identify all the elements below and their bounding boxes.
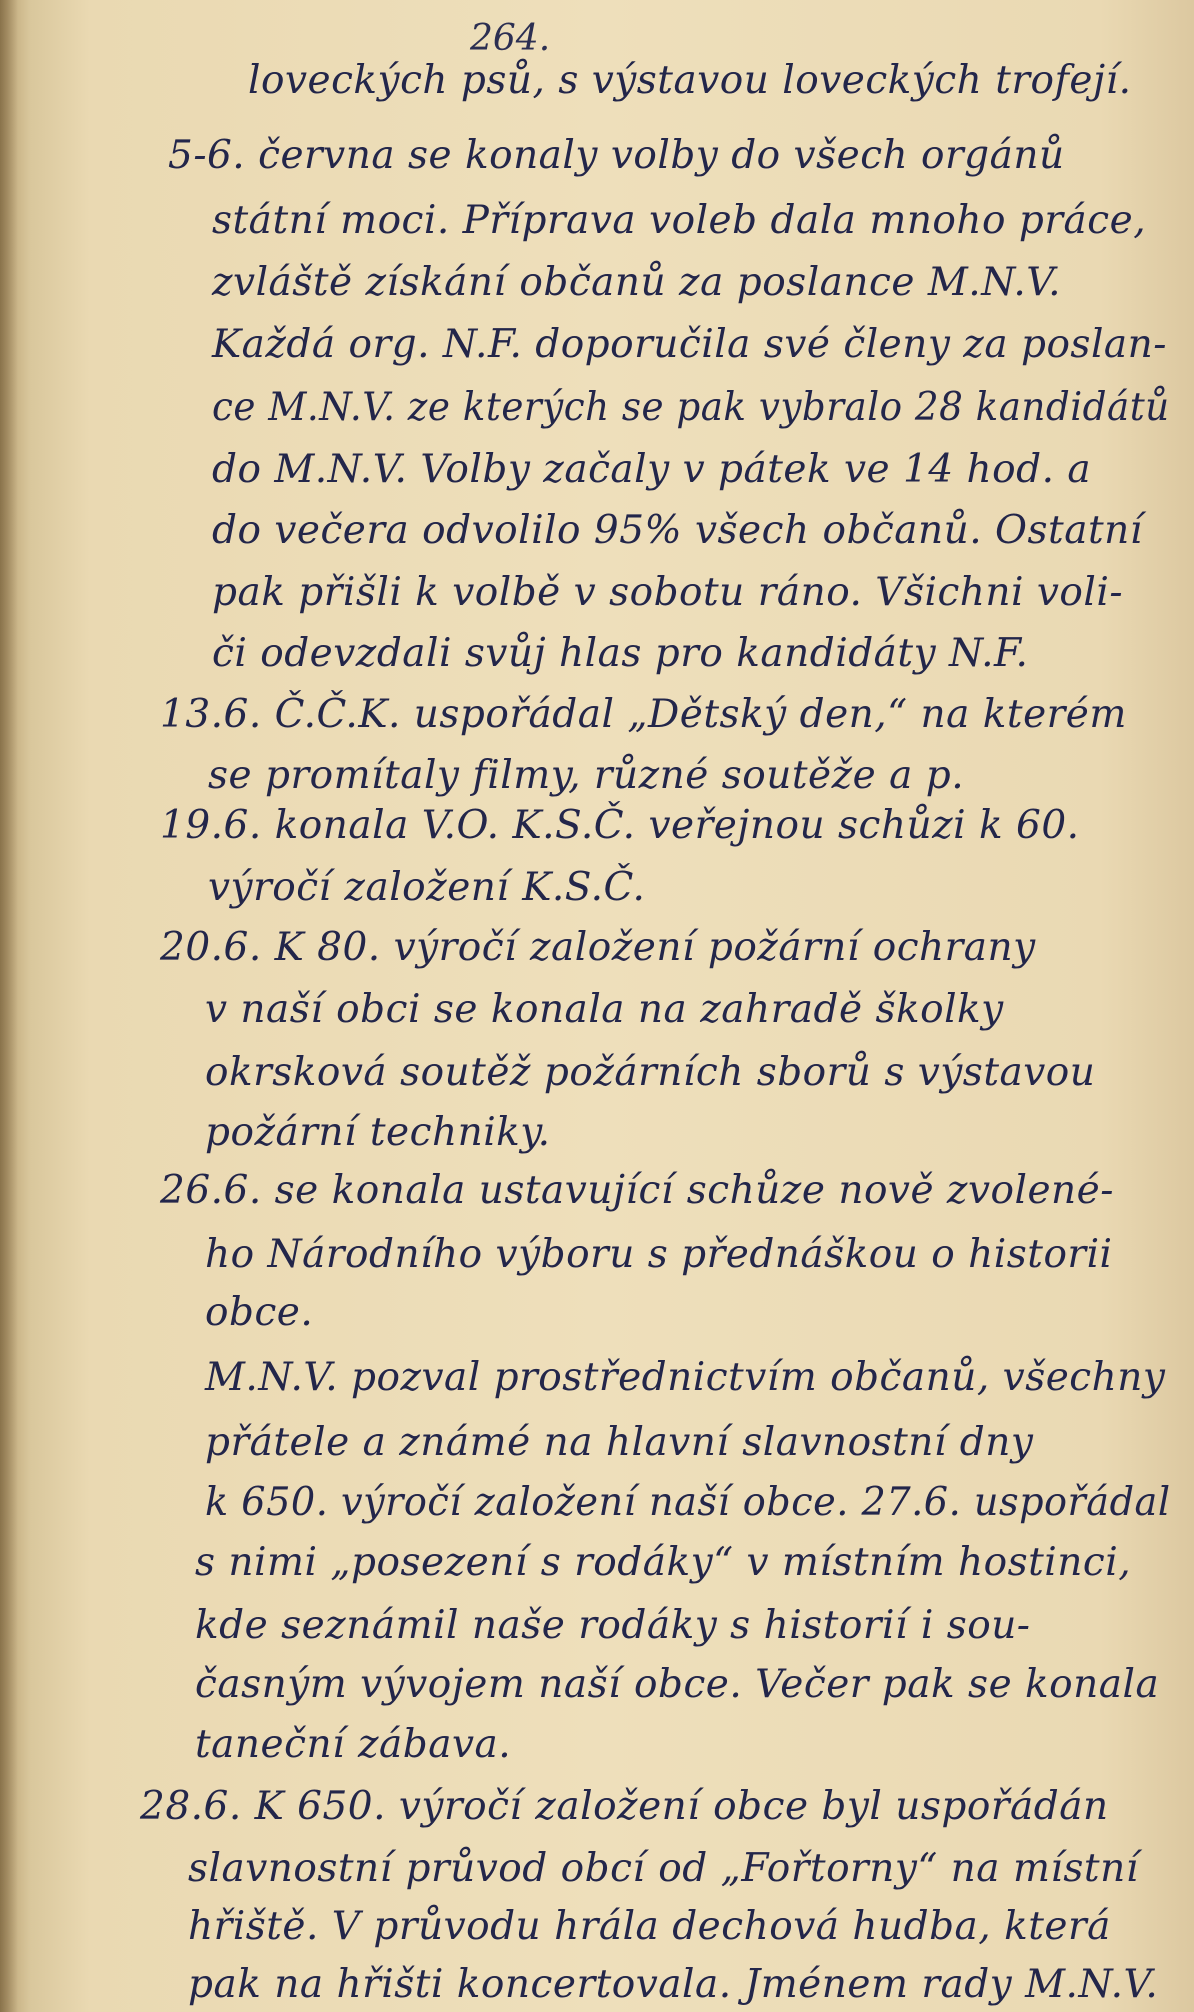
text-line: pak přišli k volbě v sobotu ráno. Všichni voli- <box>212 570 1124 615</box>
text-line: kde seznámil naše rodáky s historií i sou- <box>195 1603 1031 1648</box>
binding-shadow <box>0 0 18 2012</box>
text-line: požární techniky. <box>205 1110 551 1155</box>
text-line: taneční zábava. <box>195 1722 512 1767</box>
text-line: pak na hřišti koncertovala. Jménem rady M.N.V. <box>188 1962 1159 2007</box>
text-line: ce M.N.V. ze kterých se pak vybralo 28 kandidátů <box>212 385 1170 430</box>
text-line: zvláště získání občanů za poslance M.N.V. <box>212 260 1061 305</box>
text-line: či odevzdali svůj hlas pro kandidáty N.F. <box>212 631 1029 676</box>
text-line: k 650. výročí založení naší obce. 27.6. uspořádal <box>205 1480 1171 1525</box>
text-line: 28.6. K 650. výročí založení obce byl uspořádán <box>140 1784 1109 1829</box>
text-line: státní moci. Příprava voleb dala mnoho práce, <box>212 198 1147 243</box>
text-line: Každá org. N.F. doporučila své členy za poslan- <box>212 322 1167 367</box>
text-line: v naší obci se konala na zahradě školky <box>205 987 1004 1032</box>
text-line: 5-6. června se konaly volby do všech orgánů <box>168 133 1065 178</box>
text-line: 19.6. konala V.O. K.S.Č. veřejnou schůzi k 60. <box>160 803 1080 848</box>
page-number: 264. <box>470 18 551 59</box>
text-line: s nimi „posezení s rodáky“ v místním hostinci, <box>195 1540 1132 1585</box>
text-line: 26.6. se konala ustavující schůze nově zvolené- <box>160 1168 1114 1213</box>
text-line: loveckých psů, s výstavou loveckých trofejí. <box>248 58 1132 103</box>
text-line: okrsková soutěž požárních sborů s výstavou <box>205 1050 1096 1095</box>
text-line: hřiště. V průvodu hrála dechová hudba, která <box>188 1904 1111 1949</box>
text-line: se promítaly filmy, různé soutěže a p. <box>208 753 965 798</box>
text-line: ho Národního výboru s přednáškou o historii <box>205 1232 1113 1277</box>
text-line: výročí založení K.S.Č. <box>208 865 646 910</box>
text-line: do večera odvolilo 95% všech občanů. Ostatní <box>212 508 1143 553</box>
text-line: slavnostní průvod obcí od „Fořtorny“ na místní <box>188 1846 1139 1891</box>
text-line: obce. <box>205 1290 314 1335</box>
text-line: M.N.V. pozval prostřednictvím občanů, všechny <box>205 1355 1166 1400</box>
text-line: do M.N.V. Volby začaly v pátek ve 14 hod. a <box>212 447 1092 492</box>
text-line: 13.6. Č.Č.K. uspořádal „Dětský den,“ na kterém <box>160 692 1127 737</box>
text-line: přátele a známé na hlavní slavnostní dny <box>205 1420 1034 1465</box>
text-line: časným vývojem naší obce. Večer pak se konala <box>195 1662 1160 1707</box>
text-line: 20.6. K 80. výročí založení požární ochrany <box>160 925 1036 970</box>
